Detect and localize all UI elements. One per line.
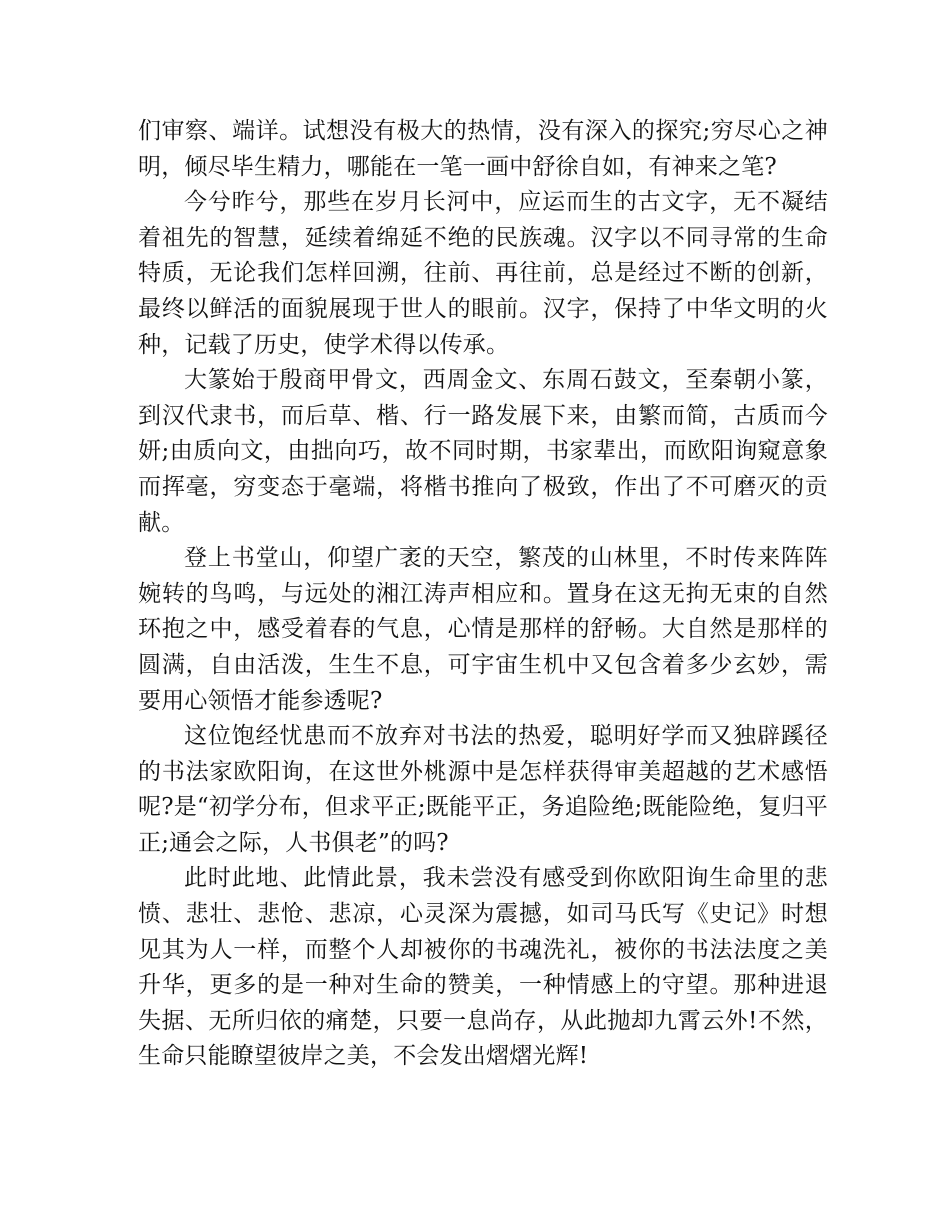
paragraph-5: 这位饱经忧患而不放弃对书法的热爱，聪明好学而又独辟蹊径的书法家欧阳询，在这世外桃源中是怎样获得审美超越的艺术感悟呢?是“初学分布，但求平正;既能平正，务追险绝;既能险绝，复归平正;通会之际，人书俱老”的吗? bbox=[138, 723, 828, 856]
paragraph-6: 此时此地、此情此景，我未尝没有感受到你欧阳询生命里的悲愤、悲壮、悲怆、悲凉，心灵深为震撼，如司马氏写《史记》时想见其为人一样，而整个人却被你的书魂洗礼，被你的书法法度之美升华，更多的是一种对生命的赞美，一种情感上的守望。那种进退失据、无所归依的痛楚，只要一息尚存，从此抛却九霄云外!不然，生命只能瞭望彼岸之美，不会发出熠熠光辉! bbox=[138, 865, 828, 1070]
article-body bbox=[138, 114, 828, 1075]
paragraph-1: 们审察、端详。试想没有极大的热情，没有深入的探究;穷尽心之神明，倾尽毕生精力，哪能在一笔一画中舒徐自如，有神来之笔? bbox=[138, 118, 828, 180]
paragraph-4: 登上书堂山，仰望广袤的天空，繁茂的山林里，不时传来阵阵婉转的鸟鸣，与远处的湘江涛声相应和。置身在这无拘无束的自然环抱之中，感受着春的气息，心情是那样的舒畅。大自然是那样的圆满，自由活泼，生生不息，可宇宙生机中又包含着多少玄妙，需要用心领悟才能参透呢? bbox=[138, 545, 828, 714]
paragraph-3: 大篆始于殷商甲骨文，西周金文、东周石鼓文，至秦朝小篆，到汉代隶书，而后草、楷、行一路发展下来，由繁而简，古质而今妍;由质向文，由拙向巧，故不同时期，书家辈出，而欧阳询窥意象而挥毫，穷变态于毫端，将楷书推向了极致，作出了不可磨灭的贡献。 bbox=[138, 367, 828, 536]
paragraph-2: 今兮昨兮，那些在岁月长河中，应运而生的古文字，无不凝结着祖先的智慧，延续着绵延不绝的民族魂。汉字以不同寻常的生命特质，无论我们怎样回溯，往前、再往前，总是经过不断的创新，最终以鲜活的面貌展现于世人的眼前。汉字，保持了中华文明的火种，记载了历史，使学术得以传承。 bbox=[138, 189, 828, 358]
